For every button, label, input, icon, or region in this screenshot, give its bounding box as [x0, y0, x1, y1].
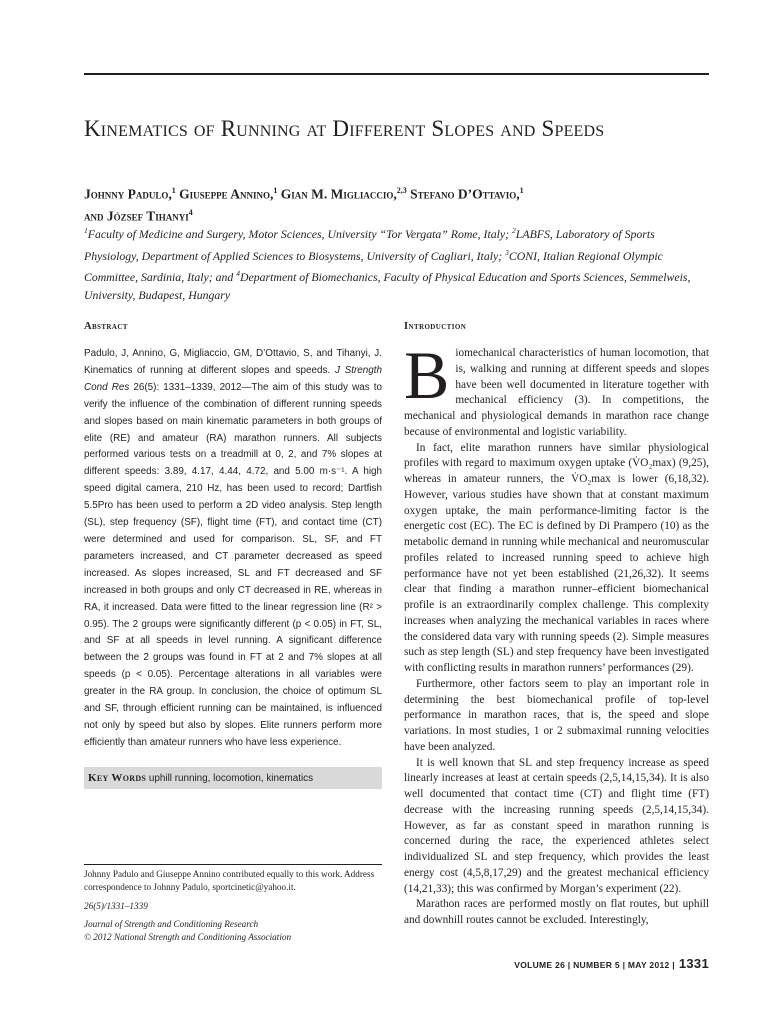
- author-list: [84, 182, 709, 225]
- affil-mark: 2: [512, 226, 516, 235]
- author-affil-mark: 4: [188, 207, 193, 217]
- author-name: Giuseppe Annino,: [175, 186, 274, 202]
- drop-cap: B: [404, 337, 450, 413]
- affil-mark: 3: [505, 247, 509, 257]
- article-title: Kinematics of Running at Different Slopes and Speeds: [84, 116, 605, 141]
- intro-paragraph: Marathon races are performed mostly on flat routes, but uphill and downhill routes cannot be excluded. Interestingly,: [404, 898, 709, 926]
- intro-paragraph: Furthermore, other factors seem to play an important role in determining the best biomechanical profile of top-level performance in marathon races, that is, the speed and slope variations. In most studies, 1 or 2 submaximal running velocities have been analyzed.: [404, 677, 709, 753]
- intro-paragraph: In fact, elite marathon runners have similar physiological profiles with regard to maximum oxygen uptake (V̇O₂max) (9,25), whereas in amateur runners, the V̇O₂max is lower (6,18,32). However, various studies have shown that at constant maximum oxygen uptake, the main performance-limiting factor is the energetic cost (EC). The EC is defined by Di Prampero (10) as the metabolic demand in running while mechanical and neuromuscular profiles related to increased running speed to achieve high performance have not yet been established (21,26,32). It seems clear that finding a marathon runner–efficient biomechanical profile is an extraordinarily complex challenge. This complexity increases when analyzing the mechanical variables in races where the considered data vary with running speeds (2). Simple measures such as step length (SL) and step frequency have been investigated with conflicting results in marathon runners’ performances (29).: [404, 441, 709, 674]
- page-number: 1331: [678, 956, 709, 971]
- running-footer: VOLUME 26 | NUMBER 5 | MAY 2012 |: [514, 960, 675, 970]
- intro-paragraph: [404, 337, 709, 441]
- intro-paragraph: It is well known that SL and step frequency increase as speed linearly increases at least at certain speeds (2,5,14,15,34). It is also well documented that contact time (CT) and flight time (FT) decrease with the increasing running speeds (2,5,14,15,34). However, as far as constant speed in marathon running is concerned during the race, the experienced athletes select individualized SL and step frequency, which provides the least energy cost (4,5,8,17,29) and the greatest mechanical efficiency (14,21,33); this was confirmed by Morgan’s experiment (22).: [404, 756, 709, 895]
- author-affil-mark: 1: [171, 186, 176, 195]
- abstract-column: [84, 320, 382, 752]
- author-name: Johnny Padulo,: [84, 186, 172, 202]
- author-affil-mark: 1: [273, 186, 278, 195]
- intro-paragraph-text: iomechanical characteristics of human locomotion, that is, walking and running at different speeds and slopes have been well documented in literature together with mechanical efficiency (3). In competitions, the mechanical and physiological demands in marathon race change because of environmental and logistic variability.: [404, 347, 709, 438]
- footnote-rule: [84, 864, 382, 865]
- abstract-text: [84, 346, 382, 752]
- affil-text: LABFS, Laboratory of Sports Physiology, Department of Applied Sciences to Biosystems, University of Cagliari, Italy;: [84, 226, 655, 263]
- page-footer: [514, 956, 709, 971]
- abstract-journal: J Strength Cond Res: [84, 364, 382, 393]
- keywords-text: uphill running, locomotion, kinematics: [146, 773, 314, 784]
- top-rule: [84, 73, 709, 75]
- keywords-heading: Key Words: [88, 772, 147, 784]
- author-affil-mark: 1: [519, 186, 524, 195]
- footnotes: [84, 868, 382, 950]
- author-name: and József Tihanyi: [84, 208, 189, 223]
- author-affil-mark: 2,3: [396, 186, 407, 195]
- footnote-correspondence: Johnny Padulo and Giuseppe Annino contributed equally to this work. Address correspondence to Johnny Padulo, sportcinetic@yahoo.it.: [84, 869, 375, 892]
- introduction-heading: Introduction: [404, 321, 467, 332]
- affil-text: CONI, Italian Regional Olympic Committee, Sardinia, Italy; and: [84, 248, 663, 284]
- abstract-heading: Abstract: [84, 321, 128, 332]
- abstract-citation: Padulo, J, Annino, G, Migliaccio, GM, D’Ottavio, S, and Tihanyi, J. Kinematics of running at different slopes and speeds.: [84, 348, 382, 376]
- author-name: Gian M. Migliaccio,: [277, 186, 397, 202]
- introduction-body: [404, 337, 709, 929]
- affil-mark: 4: [236, 269, 240, 279]
- abstract-citation-post: 26(5): 1331–1339, 2012—: [129, 381, 252, 393]
- affil-mark: 1: [84, 226, 88, 235]
- footnote-issue: 26(5)/1331–1339: [84, 900, 148, 911]
- abstract-body: The aim of this study was to verify the influence of the combination of different running speeds and slopes based on main kinematic parameters in both groups of elite (RE) and amateur (RA) marathon runners. All subjects performed various tests on a treadmill at 0, 2, and 7% slopes at different speeds: 3.89, 4.17, 4.44, 4.72, and 5.00 m·s⁻¹. A high speed digital camera, 210 Hz, has been used to record; Dartfish 5.5Pro has been used to perform a 2D video analysis. Step length (SL), step frequency (SF), flight time (FT), and contact time (CT) were determined and used for comparison. SL, SF, and FT parameters increased, and CT parameter decreased as speed increased. As slopes increased, SL and FT decreased and SF increased in both groups and only CT decreased in RE, whereas in RA, it increased. Data were fitted to the linear regression line (R² > 0.95). The 2 groups were significantly different (p < 0.05) in FT, SL, and SF at all speeds in level running. A significant difference between the 2 groups was found in FT at 2 and 7% slopes at all speeds (p < 0.05). Percentage alterations in all variables were greater in the RA group. In conclusion, the choice of optimum SL and SF, through efficient running can be maintained, is influenced not only by speed but also by slopes. Elite runners perform more efficiently than amateur runners who have less experience.: [84, 381, 382, 748]
- affil-text: Department of Biomechanics, Faculty of Physical Education and Sports Sciences, Semmelweis, University, Budapest, Hungary: [84, 269, 691, 302]
- affiliations: [84, 222, 704, 304]
- footnote-journal: Journal of Strength and Conditioning Research: [84, 919, 259, 930]
- introduction-column: [404, 320, 709, 929]
- affil-text: Faculty of Medicine and Surgery, Motor Sciences, University “Tor Vergata” Rome, Italy;: [87, 226, 513, 241]
- keywords-box: [84, 767, 382, 789]
- author-name: Stefano D’Ottavio,: [406, 186, 520, 202]
- footnote-copyright: © 2012 National Strength and Conditioning Association: [84, 932, 292, 943]
